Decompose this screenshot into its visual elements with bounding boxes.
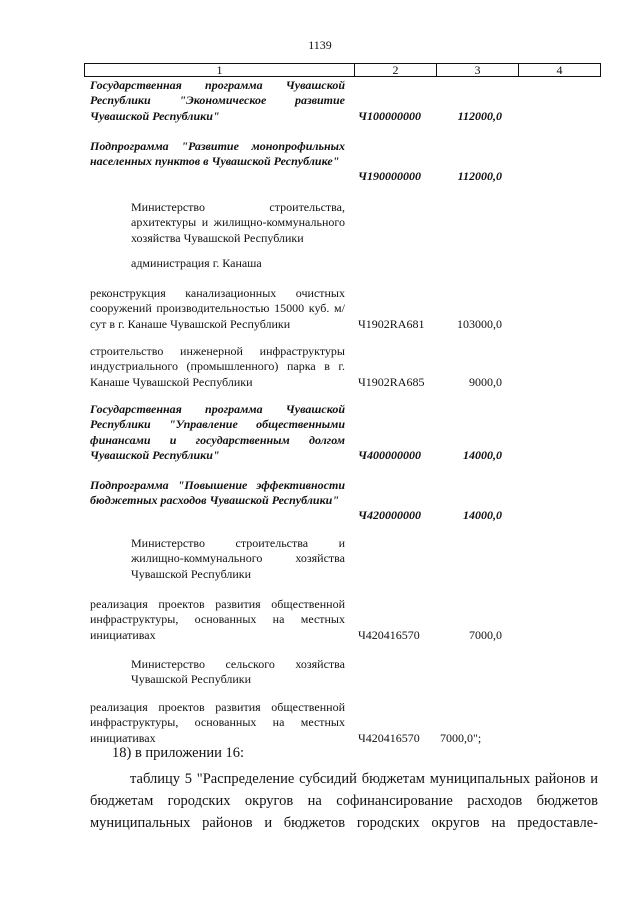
row-text: Подпрограмма "Развитие монопрофильных населенных пунктов в Чувашской Республике"	[90, 139, 345, 169]
row-amount: 7000,0	[469, 628, 502, 642]
column-header-3: 3	[437, 64, 519, 77]
row-code: Ч400000000	[358, 448, 421, 462]
row-amount: 14000,0	[463, 508, 502, 522]
paragraph-item-18: 18) в приложении 16:	[112, 745, 245, 761]
column-header-table	[84, 63, 601, 77]
paragraph-table-5: таблицу 5 "Распределение субсидий бюджетам муниципальных районов и бюджетам городских округов на софинансирование расходов бюджетов муниципальных районов и бюджетов городских округов на предоставле-	[90, 771, 598, 831]
column-header-2: 2	[355, 64, 437, 77]
row-text: реконструкция канализационных очистных сооружений производительностью 15000 куб. м/сут в г. Канаше Чувашской Республики	[90, 286, 345, 331]
row-amount: 103000,0	[457, 317, 502, 331]
row-text: Государственная программа Чувашской Республики "Экономическое развитие Чувашской Республики"	[90, 78, 345, 123]
row-code: Ч190000000	[358, 169, 421, 183]
row-code: Ч420416570	[358, 628, 420, 642]
row-text: реализация проектов развития общественной инфраструктуры, основанных на местных инициативах	[90, 700, 345, 745]
row-code: Ч420000000	[358, 508, 421, 522]
row-text: Подпрограмма "Повышение эффективности бюджетных расходов Чувашской Республики"	[90, 478, 345, 508]
row-amount: 14000,0	[463, 448, 502, 462]
page-number: 1139	[308, 38, 332, 52]
row-code: Ч1902RA681	[358, 317, 425, 331]
row-text: реализация проектов развития общественной инфраструктуры, основанных на местных инициативах	[90, 597, 345, 642]
row-amount: 112000,0	[457, 169, 502, 183]
row-code: Ч100000000	[358, 109, 421, 123]
column-header-1: 1	[85, 64, 355, 77]
row-text: Министерство сельского хозяйства Чувашской Республики	[131, 657, 345, 687]
row-text: Министерство строительства и жилищно-коммунального хозяйства Чувашской Республики	[131, 536, 345, 581]
row-text: Государственная программа Чувашской Республики "Управление общественными финансами и государственным долгом Чувашской Республики"	[90, 402, 345, 463]
row-amount: 112000,0	[457, 109, 502, 123]
row-amount: 7000,0";	[440, 731, 482, 745]
row-code: Ч420416570	[358, 731, 420, 745]
column-header-4: 4	[519, 64, 601, 77]
row-text: Министерство строительства, архитектуры и жилищно-коммунального хозяйства Чувашской Республики	[131, 200, 345, 245]
row-text: строительство инженерной инфраструктуры индустриального (промышленного) парка в г. Канаше Чувашской Республики	[90, 344, 345, 389]
row-text: администрация г. Канаша	[131, 256, 262, 270]
row-amount: 9000,0	[469, 375, 502, 389]
row-code: Ч1902RA685	[358, 375, 425, 389]
